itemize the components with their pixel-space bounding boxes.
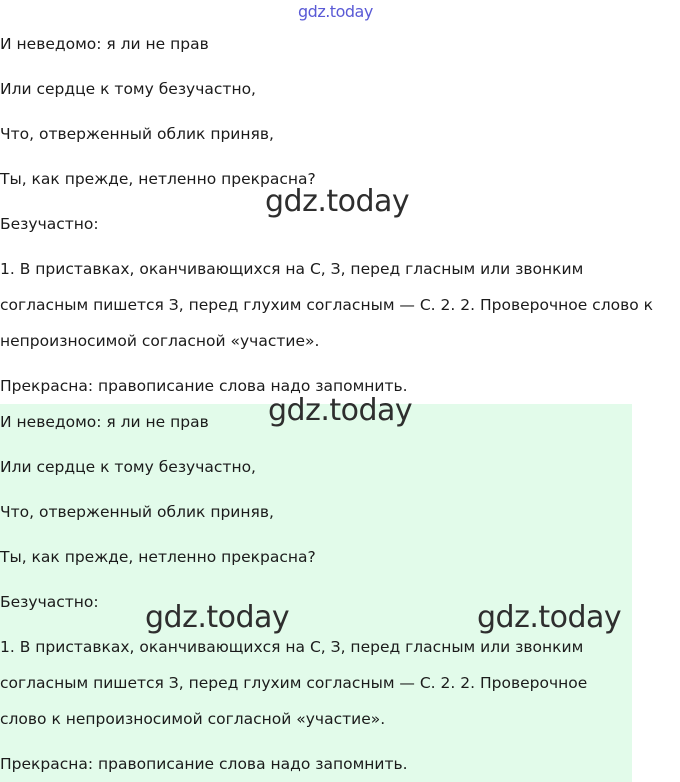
poem-line-1: И неведомо: я ли не прав	[0, 35, 209, 53]
poem-line-3: Что, отверженный облик приняв,	[0, 125, 274, 143]
poem-line-4: Ты, как прежде, нетленно прекрасна?	[0, 170, 316, 188]
explanation-line-2: согласным пишется З, перед глухим согласным — С. 2. 2. Проверочное	[0, 674, 588, 692]
word-heading: Безучастно:	[0, 215, 99, 233]
site-logo[interactable]: gdz.today	[298, 2, 373, 21]
watermark: gdz.today	[265, 184, 410, 219]
explanation-line-1: 1. В приставках, оканчивающихся на С, З, перед гласным или звонким	[0, 638, 584, 656]
poem-line-2: Или сердце к тому безучастно,	[0, 80, 256, 98]
poem-line-1: И неведомо: я ли не прав	[0, 413, 209, 431]
poem-line-2: Или сердце к тому безучастно,	[0, 458, 256, 476]
spelling-note: Прекрасна: правописание слова надо запомнить.	[0, 377, 408, 395]
poem-line-4: Ты, как прежде, нетленно прекрасна?	[0, 548, 316, 566]
word-heading: Безучастно:	[0, 593, 99, 611]
watermark: gdz.today	[477, 600, 622, 635]
spelling-note: Прекрасна: правописание слова надо запомнить.	[0, 755, 408, 773]
explanation-line-2: согласным пишется З, перед глухим согласным — С. 2. 2. Проверочное слово к	[0, 296, 653, 314]
poem-line-3: Что, отверженный облик приняв,	[0, 503, 274, 521]
explanation-line-3: слово к непроизносимой согласной «участие».	[0, 710, 386, 728]
explanation-line-1: 1. В приставках, оканчивающихся на С, З, перед гласным или звонким	[0, 260, 584, 278]
watermark: gdz.today	[145, 600, 290, 635]
watermark: gdz.today	[268, 393, 413, 428]
explanation-line-3: непроизносимой согласной «участие».	[0, 332, 320, 350]
